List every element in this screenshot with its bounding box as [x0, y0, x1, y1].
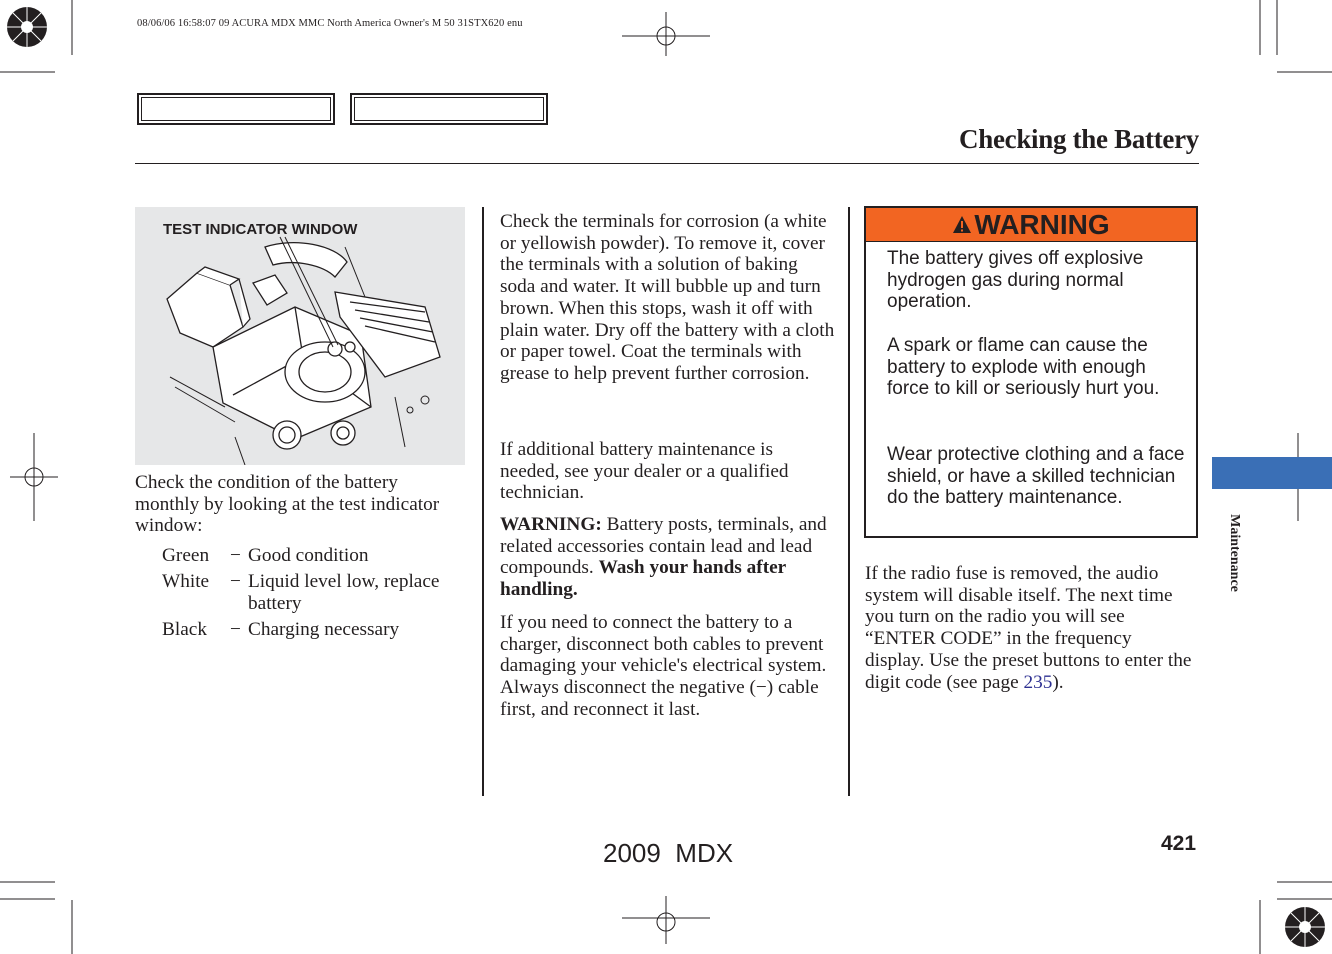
maintenance-paragraph: If additional battery maintenance is needed, see your dealer or a qualified technician.: [500, 439, 789, 504]
column-divider-2: [848, 207, 850, 796]
page-number: 421: [1161, 832, 1197, 855]
warning-box: [864, 206, 1198, 538]
nav-button-2[interactable]: [350, 93, 548, 125]
indicator-meaning: Liquid level low, replace battery: [248, 571, 440, 614]
warning-heading: WARNING: [974, 208, 1110, 240]
warning-header: [866, 208, 1196, 242]
indicator-color: Green: [162, 545, 210, 566]
indicator-color: Black: [162, 619, 207, 640]
page-title: Checking the Battery: [959, 124, 1199, 154]
section-label: [1214, 498, 1254, 608]
charger-paragraph: If you need to connect the battery to a charger, disconnect both cables to prevent damaging your vehicle's electrical system. Always disconnect the negative (−) cable first, and reconnect it last.: [500, 612, 827, 720]
battery-drawing: [135, 207, 465, 465]
indicator-dash: −: [230, 619, 241, 640]
warning-paragraph-3: Wear protective clothing and a face shield, or have a skilled technician do the battery maintenance.: [887, 444, 1185, 509]
radio-text: If the radio fuse is removed, the audio system will disable itself. The next time you turn on the radio you will see “ENTER CODE” in the frequency display. Use the preset buttons to enter the digit code (see page: [865, 563, 1192, 693]
indicator-meaning: Good condition: [248, 545, 369, 566]
warning-paragraph-1: The battery gives off explosive hydrogen gas during normal operation.: [887, 248, 1144, 313]
battery-illustration: [135, 207, 465, 465]
column-divider-1: [482, 207, 484, 796]
indicator-dash: −: [230, 545, 241, 566]
intro-paragraph: Check the condition of the battery monthly by looking at the test indicator window:: [135, 472, 440, 537]
lead-warning-bold: Wash your hands after handling.: [500, 557, 786, 601]
corrosion-paragraph: Check the terminals for corrosion (a white or yellowish powder). To remove it, cover the terminals with a solution of baking soda and water. It will bubble up and turn brown. When this stops, wash it off with plain water. Dry off the battery with a cloth or paper towel. Coat the terminals with grease to help prevent further corrosion.: [500, 211, 835, 384]
title-rule: [135, 163, 1199, 164]
lead-warning-label: WARNING:: [500, 514, 602, 535]
maintenance-tab[interactable]: [1212, 457, 1332, 489]
warning-triangle-icon: [952, 215, 972, 235]
warning-paragraph-2: A spark or flame can cause the battery to explode with enough force to kill or seriously hurt you.: [887, 335, 1160, 400]
indicator-dash: −: [230, 571, 241, 592]
model-footer: 2009 MDX: [603, 838, 734, 868]
lead-warning-paragraph: [500, 514, 830, 601]
print-meta: 08/06/06 16:58:07 09 ACURA MDX MMC North America Owner's M 50 31STX620 enu: [137, 18, 523, 29]
section-label-text: Maintenance: [1227, 514, 1242, 592]
radio-end: ).: [1052, 671, 1064, 693]
radio-paragraph: [865, 563, 1195, 693]
indicator-color: White: [162, 571, 210, 592]
page-235-link[interactable]: 235: [1023, 671, 1053, 693]
indicator-meaning: Charging necessary: [248, 619, 400, 640]
lead-warning-text: Battery posts, terminals, and related accessories contain lead and lead compounds.: [500, 514, 827, 579]
figure-caption: TEST INDICATOR WINDOW: [163, 221, 358, 238]
nav-button-1[interactable]: [137, 93, 335, 125]
